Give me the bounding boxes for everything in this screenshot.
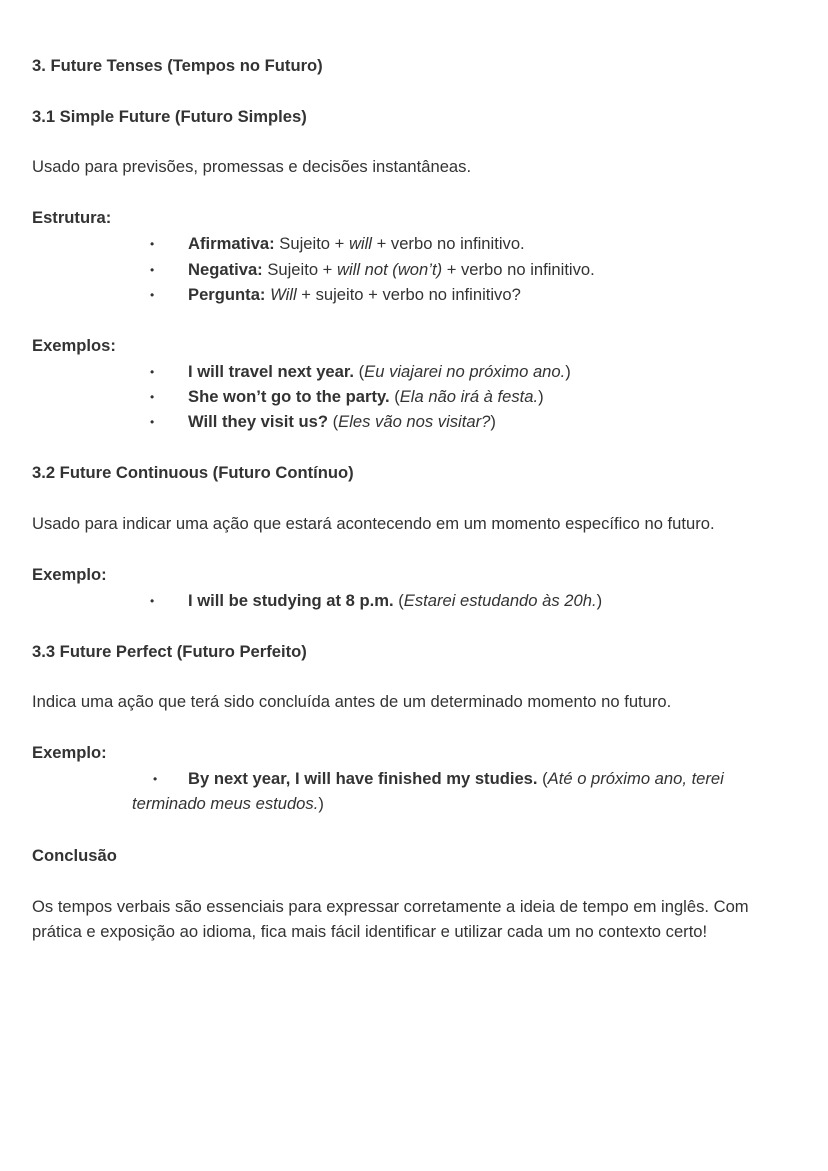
item-label: Pergunta: (188, 285, 266, 304)
label: Estrutura: (32, 208, 112, 227)
list-item (150, 387, 544, 407)
example-en: I will be studying at 8 p.m. (188, 591, 394, 610)
example-pt: Ela não irá à festa. (399, 387, 539, 406)
subsection-title: 3.1 Simple Future (Futuro Simples) (32, 107, 307, 126)
text: ) (490, 412, 496, 431)
list-item (153, 769, 724, 789)
label: Exemplos: (32, 336, 116, 355)
text: ) (596, 591, 603, 610)
list-item (150, 362, 571, 382)
list-item (150, 285, 521, 305)
paragraph: Usado para previsões, promessas e decisões instantâneas. (32, 157, 472, 176)
text: will not (won’t) (336, 260, 443, 279)
list-item (150, 591, 603, 611)
text: Will (270, 285, 297, 304)
text: ( (328, 412, 339, 431)
paragraph: Os tempos verbais são essenciais para expressar corretamente a ideia de tempo em inglês. Com (32, 897, 749, 916)
paragraph: prática e exposição ao idioma, fica mais fácil identificar e utilizar cada um no contexto certo! (32, 922, 708, 941)
example-pt: Eles vão nos visitar? (338, 412, 491, 431)
bullet-icon: • (150, 288, 155, 302)
bullet-icon: • (150, 263, 155, 277)
section-heading: 3. Future Tenses (Tempos no Futuro) (32, 56, 323, 75)
subsection-title: 3.2 Future Continuous (Futuro Contínuo) (32, 463, 354, 482)
example-pt: terminado meus estudos. (132, 794, 319, 813)
text: + sujeito + verbo no infinitivo? (296, 285, 521, 304)
text: + verbo no infinitivo. (372, 234, 525, 253)
text: ) (318, 794, 324, 813)
list-item (150, 412, 496, 432)
text: Sujeito + (262, 260, 337, 279)
paragraph: Usado para indicar uma ação que estará acontecendo em um momento específico no futuro. (32, 514, 715, 533)
list-item (150, 234, 525, 254)
label: Exemplo: (32, 743, 107, 762)
bullet-icon: • (150, 415, 155, 429)
label: Exemplo: (32, 565, 107, 584)
bullet-icon: • (150, 365, 155, 379)
example-en: Will they visit us? (188, 412, 329, 431)
paragraph: Indica uma ação que terá sido concluída antes de um determinado momento no futuro. (32, 692, 672, 711)
example-en: She won’t go to the party. (188, 387, 390, 406)
example-en: By next year, I will have finished my studies. (188, 769, 538, 788)
text: will (348, 234, 372, 253)
example-pt: Estarei estudando às 20h. (403, 591, 597, 610)
bullet-icon: • (150, 237, 155, 251)
text: ) (565, 362, 571, 381)
item-label: Afirmativa: (188, 234, 275, 253)
text: + verbo no infinitivo. (442, 260, 595, 279)
list-item-continuation (132, 794, 324, 814)
text: ( (389, 387, 400, 406)
text: ) (538, 387, 544, 406)
item-label: Negativa: (188, 260, 263, 279)
conclusion-title: Conclusão (32, 846, 117, 865)
text: Sujeito + (274, 234, 349, 253)
example-en: I will travel next year. (188, 362, 355, 381)
bullet-icon: • (150, 594, 155, 608)
bullet-icon: • (153, 772, 158, 786)
text: ( (537, 769, 548, 788)
example-pt: Eu viajarei no próximo ano. (364, 362, 566, 381)
list-item (150, 260, 595, 280)
subsection-title: 3.3 Future Perfect (Futuro Perfeito) (32, 642, 307, 661)
text: ( (393, 591, 404, 610)
text: ( (354, 362, 365, 381)
example-pt: Até o próximo ano, terei (547, 769, 724, 788)
bullet-icon: • (150, 390, 155, 404)
